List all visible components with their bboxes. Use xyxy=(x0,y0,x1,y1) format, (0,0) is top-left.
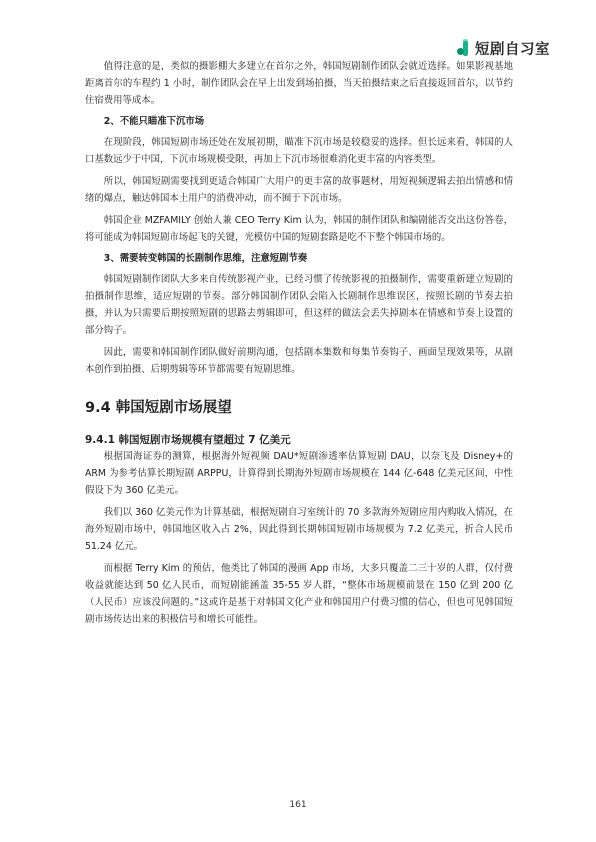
logo-icon xyxy=(457,39,471,59)
paragraph: 而根据 Terry Kim 的预估，他类比了韩国的漫画 App 市场，大多只覆盖二三十岁的人群，仅付费收益就能达到 50 亿人民币，而短剧能涵盖 35-55 岁人群，“整体市场规模前景在 150 亿到 200 亿（人民币）应该没问题的。”这或许是基于对韩国文化产业和韩国用户付费习惯的信心，但也可见韩国短剧市场传达出来的积极信号和增长可能性。 xyxy=(85,563,513,625)
document-body xyxy=(85,58,513,628)
paragraph: 因此，需要和韩国制作团队做好前期沟通，包括剧本集数和每集节奏钩子、画面呈现效果等，从剧本创作到拍摄、后期剪辑等环节都需要有短剧思维。 xyxy=(85,347,513,375)
subsection-title: 9.4.1 韩国短剧市场规模有望超过 7 亿美元 xyxy=(85,434,291,446)
paragraph: 根据国海证券的测算，根据海外短视频 DAU*短剧渗透率估算短剧 DAU，以奈飞及 Disney+的 ARM 为参考估算长期短剧 ARPPU，计算得到长期海外短剧市场规模在 144 亿-648 亿美元区间，中性假设下为 360 亿美元。 xyxy=(85,451,513,496)
section-title: 9.4 韩国短剧市场展望 xyxy=(85,400,232,416)
heading-not-only-sinking-market: 2、不能只瞄准下沉市场 xyxy=(103,116,205,127)
paragraph: 我们以 360 亿美元作为计算基础，根据短剧自习室统计的 70 多款海外短剧应用内购收入情况，在海外短剧市场中，韩国地区收入占 2%，因此得到长期韩国短剧市场规模为 7.2 亿美元，折合人民币 51.24 亿元。 xyxy=(85,507,513,552)
logo-text: 短剧自习室 xyxy=(475,42,550,58)
paragraph: 在现阶段，韩国短剧市场还处在发展初期，瞄准下沉市场是较稳妥的选择。但长远来看，韩国的人口基数远少于中国，下沉市场规模受限，再加上下沉市场很难消化更丰富的内容类型。 xyxy=(85,137,513,165)
paragraph: 值得注意的是，类似的摄影棚大多建立在首尔之外，韩国短剧制作团队会就近选择。如果影视基地距离首尔的车程约 1 小时，制作团队会在早上出发到场拍摄，当天拍摄结束之后直接返回首尔，以节约住宿费用等成本。 xyxy=(85,61,513,106)
page-number: 161 xyxy=(289,800,307,810)
paragraph: 韩国企业 MZFAMILY 创始人兼 CEO Terry Kim 认为，韩国的制作团队和编剧能否交出这份答卷，将可能成为韩国短剧市场起飞的关键，光模仿中国的短剧套路是吃不下整个韩国市场的。 xyxy=(85,215,513,243)
paragraph: 所以，韩国短剧需要找到更适合韩国广大用户的更丰富的故事题材，用短视频逻辑去拍出情感和情绪的爆点，触达韩国本土用户的消费冲动，而不囿于下沉市场。 xyxy=(85,176,513,204)
heading-shift-long-drama-thinking: 3、需要转变韩国的长剧制作思维，注意短剧节奏 xyxy=(103,253,308,264)
paragraph: 韩国短剧制作团队大多来自传统影视产业，已经习惯了传统影视的拍摄制作，需要重新建立短剧的拍摄制作思维，适应短剧的节奏。部分韩国制作团队会陷入长剧制作思维误区，按照长剧的节奏去拍摄，并认为只需要后期按照短剧的思路去剪辑即可，但这样的做法会丢失掉剧本在情感和节奏上设置的部分钩子。 xyxy=(85,274,513,336)
brand-logo xyxy=(457,38,550,59)
